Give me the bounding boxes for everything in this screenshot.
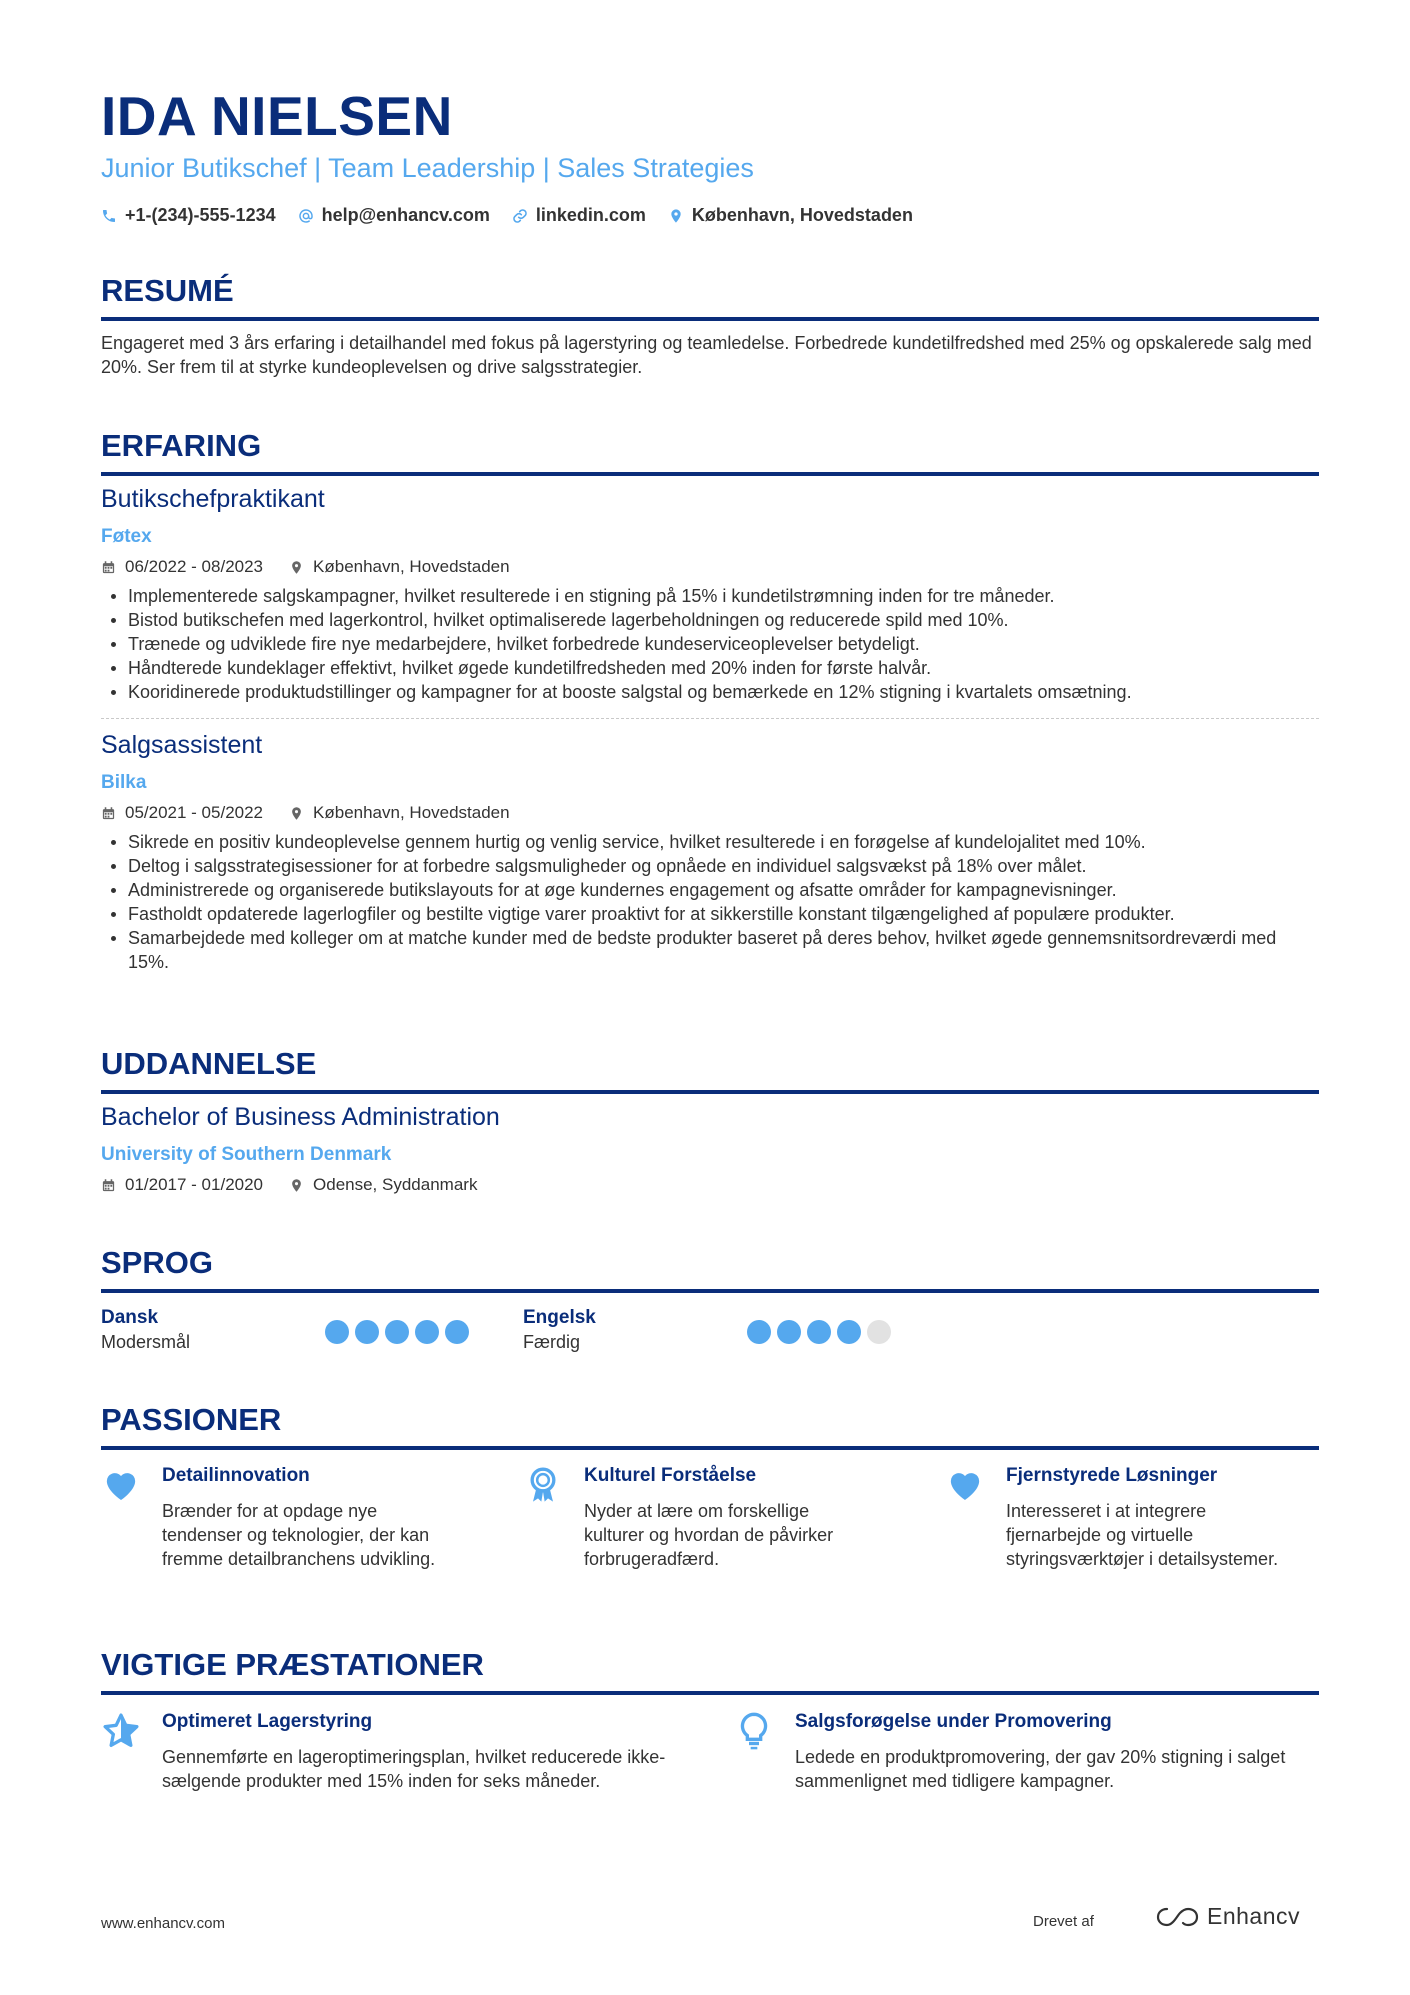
footer-url[interactable]: www.enhancv.com: [101, 1915, 225, 1932]
candidate-title: Junior Butikschef | Team Leadership | Sales Strategies: [101, 153, 754, 183]
enhancv-logo-icon: [1155, 1905, 1201, 1929]
passion-text: Interesseret i at integrere fjernarbejde og virtuelle styringsværktøjer i detailsystemer.: [1006, 1501, 1279, 1569]
bullet: Håndterede kundeklager effektivt, hvilket øgede kundetilfredsheden med 20% inden for første halvår.: [101, 656, 1319, 680]
star-icon: [101, 1711, 141, 1751]
passion-text: Nyder at lære om forskellige kulturer og hvordan de påvirker forbrugeradfærd.: [584, 1501, 834, 1569]
bullet: Sikrede en positiv kundeoplevelse gennem hurtig og venlig service, hvilket resulterede i en forøgelse af kundelojalitet med 10%.: [101, 830, 1319, 854]
location-icon: [668, 208, 684, 224]
contact-phone-text: +1-(234)-555-1234: [125, 205, 276, 225]
at-icon: [298, 208, 314, 224]
job-location-text: København, Hovedstaden: [313, 803, 510, 822]
lightbulb-icon: [734, 1711, 774, 1751]
language-name: Engelsk: [523, 1307, 596, 1328]
job-meta: [101, 803, 510, 823]
passion-text: Brænder for at opdage nye tendenser og teknologier, der kan fremme detailbranchens udvikling.: [162, 1501, 436, 1569]
job-dates-text: 06/2022 - 08/2023: [125, 557, 264, 576]
bullet: Fastholdt opdaterede lagerlogfiler og bestilte vigtige varer proaktivt for at sikkerstille konstant tilgængelighed af populære produkter.: [101, 902, 1319, 926]
location-icon: [289, 560, 304, 575]
language-name: Dansk: [101, 1307, 159, 1328]
phone-icon: [101, 208, 117, 224]
language-item: [101, 1307, 190, 1353]
footer-powered-by: Drevet af: [1033, 1913, 1094, 1930]
bullet: Deltog i salgsstrategisessioner for at forbedre salgsmuligheder og opnåede en individuel salgsvækst på 18% over målet.: [101, 854, 1319, 878]
job-divider: [101, 718, 1319, 719]
rating-dot-filled: [837, 1320, 861, 1344]
link-icon: [512, 208, 528, 224]
rating-dot-filled: [325, 1320, 349, 1344]
passion-title: Kulturel Forståelse: [584, 1465, 757, 1486]
bullet: Kooridinerede produktudstillinger og kampagner for at booste salgstal og bemærkede en 12% stigning i kvartalets omsætning.: [101, 680, 1319, 704]
rating-dot-filled: [807, 1320, 831, 1344]
passion-title: Detailinnovation: [162, 1465, 310, 1486]
education-heading: UDDANNELSE: [101, 1046, 1319, 1094]
rating-dot-filled: [445, 1320, 469, 1344]
summary-heading: RESUMÉ: [101, 273, 1319, 321]
job-title: Salgsassistent: [101, 731, 263, 759]
bullet: Samarbejdede med kolleger om at matche kunder med de bedste produkter baseret på deres behov, hvilket øgede gennemsnitsordreværdi med 15%.: [101, 926, 1319, 974]
enhancv-logo[interactable]: [1155, 1903, 1300, 1930]
heart-icon: [945, 1465, 985, 1505]
contact-location-text: København, Hovedstaden: [691, 205, 913, 225]
achievements-heading: VIGTIGE PRÆSTATIONER: [101, 1647, 1319, 1695]
achievement-title: Optimeret Lagerstyring: [162, 1711, 373, 1732]
job-dates-text: 05/2021 - 05/2022: [125, 803, 264, 822]
rating-dot-filled: [747, 1320, 771, 1344]
job-location: [289, 803, 510, 823]
rating-dot-filled: [385, 1320, 409, 1344]
job-company: Bilka: [101, 772, 147, 793]
languages-heading: SPROG: [101, 1245, 1319, 1293]
enhancv-logo-text: Enhancv: [1207, 1903, 1301, 1929]
job-dates: [101, 803, 263, 823]
location-icon: [289, 1178, 304, 1193]
calendar-icon: [101, 1178, 116, 1193]
language-level: Modersmål: [101, 1332, 191, 1352]
education-dates: [101, 1175, 263, 1195]
bullet: Administrerede og organiserede butikslayouts for at øge kundernes engagement og afsatte områder for kampagnevisninger.: [101, 878, 1319, 902]
passions-heading: PASSIONER: [101, 1402, 1319, 1450]
rating-dot-filled: [777, 1320, 801, 1344]
bullet: Trænede og udviklede fire nye medarbejdere, hvilket forbedrede kundeserviceoplevelser betydeligt.: [101, 632, 1319, 656]
bullet: Bistod butikschefen med lagerkontrol, hvilket optimaliserede lagerbeholdningen og reducerede spild med 10%.: [101, 608, 1319, 632]
rating-dot-filled: [355, 1320, 379, 1344]
education-location: [289, 1175, 477, 1195]
experience-heading: ERFARING: [101, 428, 1319, 476]
job-bullets: [101, 830, 1319, 974]
language-level: Færdig: [523, 1332, 581, 1352]
contact-phone[interactable]: [101, 205, 276, 226]
language-rating: [325, 1320, 469, 1344]
resume-page: [101, 0, 1319, 1995]
rating-dot-empty: [867, 1320, 891, 1344]
contact-bar: [101, 205, 913, 226]
contact-location: [668, 205, 913, 226]
contact-linkedin[interactable]: [512, 205, 646, 226]
job-meta: [101, 557, 510, 577]
contact-email[interactable]: [298, 205, 490, 226]
job-location-text: København, Hovedstaden: [313, 557, 510, 576]
job-dates: [101, 557, 263, 577]
passion-title: Fjernstyrede Løsninger: [1006, 1465, 1218, 1486]
job-location: [289, 557, 510, 577]
job-company: Føtex: [101, 526, 152, 547]
education-dates-text: 01/2017 - 01/2020: [125, 1175, 264, 1194]
calendar-icon: [101, 560, 116, 575]
location-icon: [289, 806, 304, 821]
job-title: Butikschefpraktikant: [101, 485, 325, 513]
award-icon: [523, 1465, 563, 1505]
degree-title: Bachelor of Business Administration: [101, 1103, 500, 1131]
contact-linkedin-text: linkedin.com: [535, 205, 646, 225]
language-rating: [747, 1320, 891, 1344]
calendar-icon: [101, 806, 116, 821]
achievement-text: Gennemførte en lageroptimeringsplan, hvilket reducerede ikke-sælgende produkter med 15% inden for seks måneder.: [162, 1747, 666, 1791]
school-name: University of Southern Denmark: [101, 1144, 392, 1165]
language-item: [523, 1307, 596, 1353]
summary-text: Engageret med 3 års erfaring i detailhandel med fokus på lagerstyring og teamledelse. Forbedrede kundetilfredshed med 25% og opskalerede salg med 20%. Ser frem til at styrke kundeoplevelsen og drive salgsstrategier.: [101, 333, 1312, 377]
candidate-name: IDA NIELSEN: [101, 85, 453, 147]
achievement-title: Salgsforøgelse under Promovering: [795, 1711, 1112, 1732]
contact-email-text: help@enhancv.com: [321, 205, 490, 225]
heart-icon: [101, 1465, 141, 1505]
achievement-text: Ledede en produktpromovering, der gav 20% stigning i salget sammenlignet med tidligere kampagner.: [795, 1747, 1286, 1791]
job-bullets: [101, 584, 1319, 704]
education-location-text: Odense, Syddanmark: [313, 1175, 478, 1194]
bullet: Implementerede salgskampagner, hvilket resulterede i en stigning på 15% i kundetilstrømning inden for tre måneder.: [101, 584, 1319, 608]
rating-dot-filled: [415, 1320, 439, 1344]
education-meta: [101, 1175, 477, 1195]
